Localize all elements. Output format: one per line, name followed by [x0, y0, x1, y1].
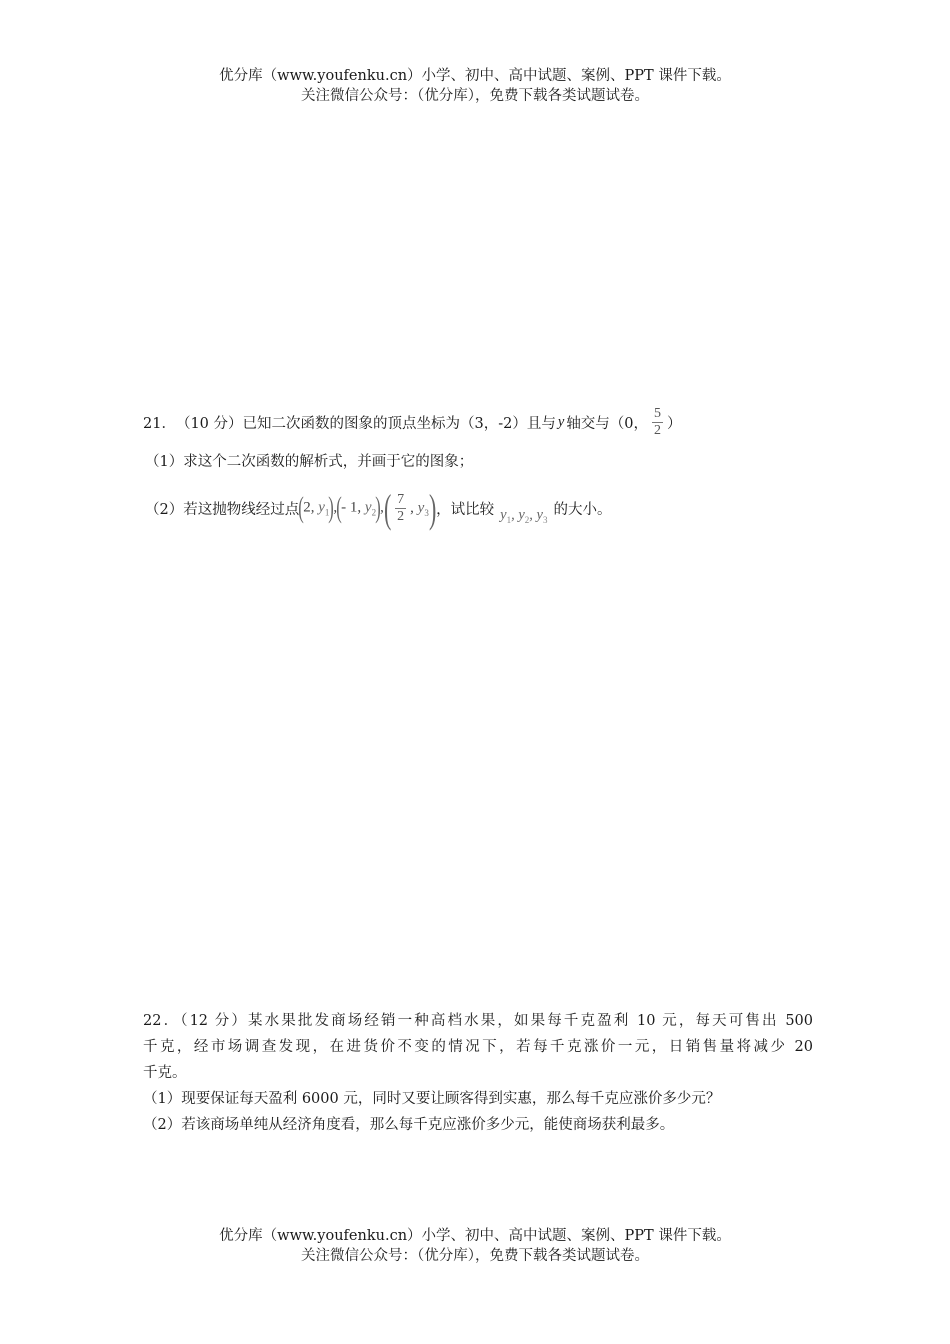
header-line-1: 优分库（www.youfenku.cn）小学、初中、高中试题、案例、PPT 课件下载。	[219, 68, 731, 84]
q21-number: 21．	[143, 415, 176, 432]
q21-part-1: （1）求这个二次函数的解析式，并画于它的图象；	[145, 454, 474, 470]
page-footer	[0, 1226, 950, 1266]
fraction-denominator: 2	[654, 422, 662, 438]
point-3: ( $\frac{7}{2}$ , $y_3$)	[383, 485, 437, 531]
fraction-numerator: 5	[654, 405, 662, 421]
q22-stem-line-2: 千克，经市场调查发现，在进货价不变的情况下，若每千克涨价一元，日销售量将减少 20	[143, 1039, 813, 1055]
point-2: (- 1, $y_2$),	[336, 491, 384, 524]
y-values: $y_1$, $y_2$, $y_3$	[500, 507, 548, 525]
q21-part2-c: 的大小。	[553, 501, 612, 518]
q21-fraction	[652, 406, 663, 439]
q21-part2-a: （2）若这抛物线经过点	[145, 501, 300, 518]
point-1: (2, $y_1$),	[298, 491, 338, 524]
q21-part2-b: ，试比较	[436, 501, 495, 518]
q21-stem-a: 已知二次函数的图象的顶点坐标为（3，-2）且与	[242, 415, 556, 432]
q22-part-2: （2）若该商场单纯从经济角度看，那么每千克应涨价多少元，能使商场获利最多。	[143, 1117, 675, 1133]
q22-part-1: （1）现要保证每天盈利 6000 元，同时又要让顾客得到实惠，那么每千克应涨价多少元？	[143, 1091, 721, 1107]
q21-stem-b: 轴交与（0，	[566, 415, 649, 432]
header-line-2: 关注微信公众号：（优分库），免费下载各类试题试卷。	[301, 88, 649, 104]
q21-stem	[143, 400, 682, 444]
q21-part-2	[145, 484, 611, 532]
page-header	[0, 66, 950, 106]
q21-stem-c: ）	[667, 415, 682, 432]
q22-stem-line-1: 22．（12 分）某水果批发商场经销一种高档水果，如果每千克盈利 10 元，每天可售出 500	[143, 1013, 813, 1029]
footer-line-1: 优分库（www.youfenku.cn）小学、初中、高中试题、案例、PPT 课件下载。	[219, 1228, 731, 1244]
q21-score: （10 分）	[175, 415, 243, 432]
q22-stem-line-3: 千克。	[143, 1065, 187, 1081]
q21-var-y: y	[557, 413, 565, 430]
question-22	[143, 1008, 813, 1138]
footer-line-2: 关注微信公众号：（优分库），免费下载各类试题试卷。	[301, 1248, 649, 1264]
